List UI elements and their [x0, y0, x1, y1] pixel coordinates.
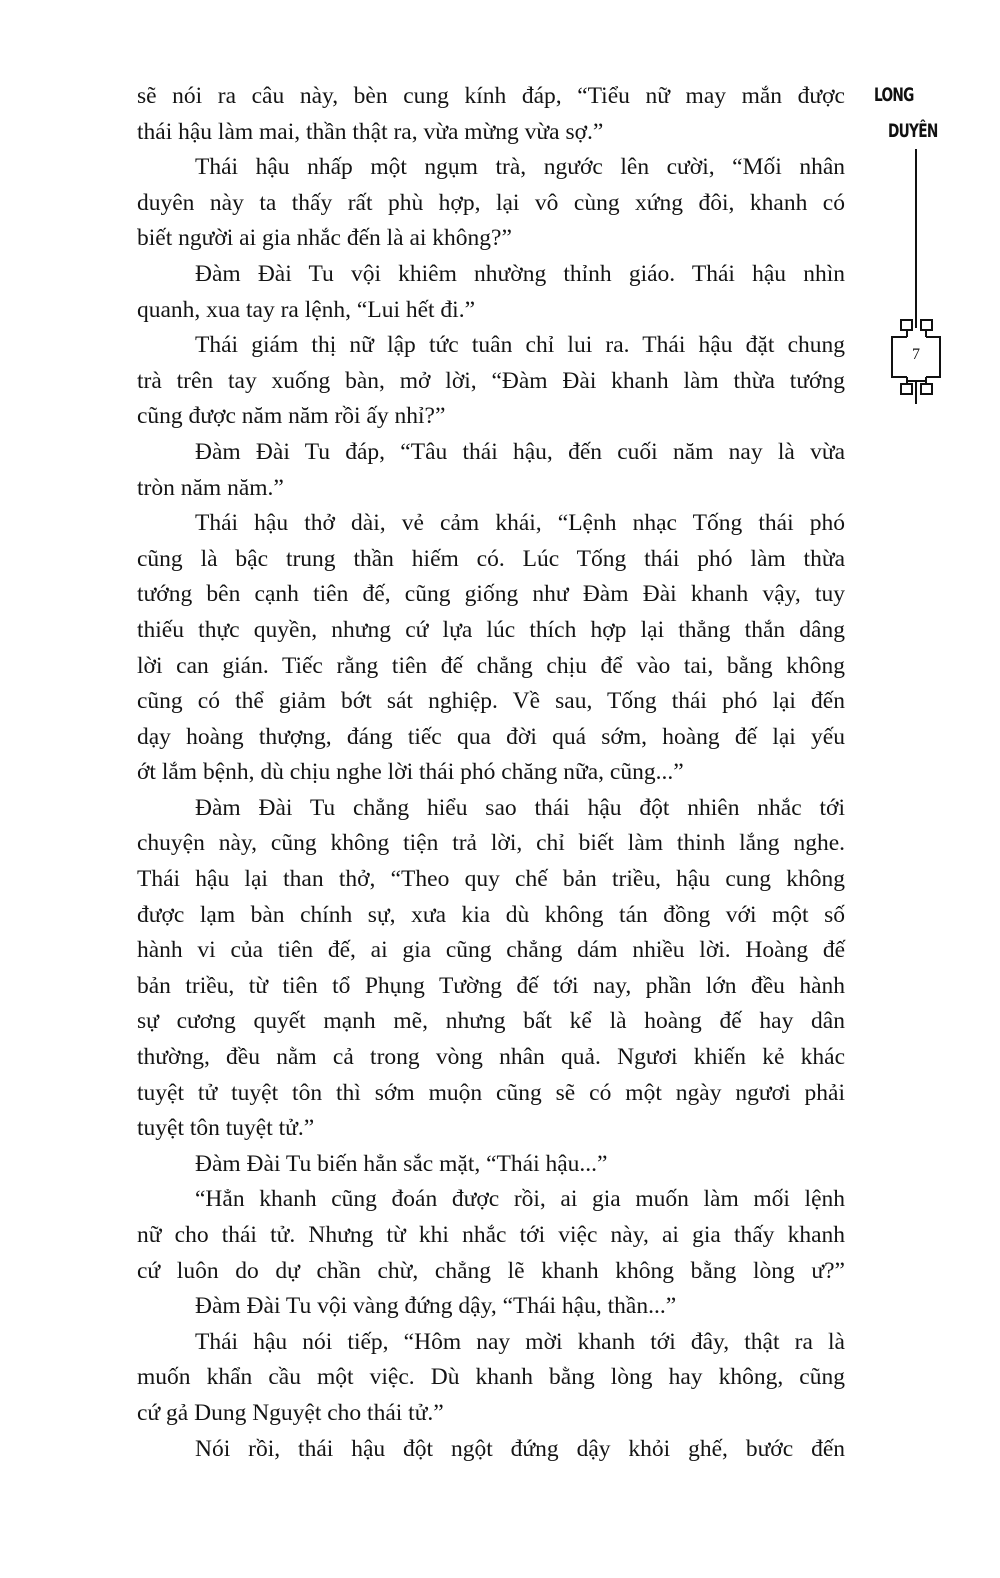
text-line: Đàm Đài Tu đáp, “Tâu thái hậu, đến cuối năm nay là vừa	[195, 438, 845, 465]
text-line: Đàm Đài Tu vội khiêm nhường thỉnh giáo. Thái hậu nhìn	[195, 260, 845, 287]
text-line: hành vi của tiên đế, ai gia cũng chẳng dám nhiều lời. Hoàng đế	[137, 937, 845, 964]
text-line: lời can gián. Tiếc rằng tiên đế chẳng chịu để vào tai, bằng không	[137, 652, 845, 679]
body-text	[137, 79, 845, 1467]
text-line: tuyệt tôn tuyệt tử.”	[137, 1115, 315, 1142]
text-line: “Hẳn khanh cũng đoán được rồi, ai gia muốn làm mối lệnh	[195, 1186, 845, 1213]
text-line: biết người ai gia nhắc đến là ai không?”	[137, 225, 512, 252]
running-header-line1: LONG	[874, 84, 914, 106]
text-line: quanh, xua tay ra lệnh, “Lui hết đi.”	[137, 296, 476, 323]
text-line: duyên này ta thấy rất phù hợp, lại vô cùng xứng đôi, khanh có	[137, 189, 845, 216]
text-line: Thái hậu nhấp một ngụm trà, ngước lên cười, “Mối nhân	[195, 154, 845, 181]
text-line: tròn năm năm.”	[137, 474, 284, 501]
text-line: cũng có thể giảm bớt sát nghiệp. Về sau, Tống thái phó lại đến	[137, 688, 845, 715]
text-line: Nói rồi, thái hậu đột ngột đứng dậy khỏi ghế, bước đến	[195, 1435, 845, 1462]
text-line: cũng được năm năm rồi ấy nhỉ?”	[137, 403, 446, 430]
text-line: dạy hoàng thượng, đáng tiếc qua đời quá sớm, hoàng đế lại yếu	[137, 723, 845, 750]
running-header-line2: DUYÊN	[888, 120, 938, 142]
text-line: thiếu thực quyền, nhưng cứ lựa lúc thích hợp lại thẳng thắn dâng	[137, 616, 845, 643]
text-line: được lạm bàn chính sự, xưa kia dù không tán đồng với một số	[137, 901, 845, 928]
text-line: Thái hậu lại than thở, “Theo quy chế bản triều, hậu cung không	[137, 866, 845, 893]
text-line: chuyện này, cũng không tiện trả lời, chỉ biết làm thinh lắng nghe.	[137, 830, 845, 857]
text-line: cũng là bậc trung thần hiếm có. Lúc Tống thái phó làm thừa	[137, 545, 845, 572]
text-line: Đàm Đài Tu chẳng hiểu sao thái hậu đột nhiên nhắc tới	[195, 794, 845, 821]
text-line: bản triều, từ tiên tổ Phụng Tường đế tới nay, phần lớn đều hành	[137, 972, 845, 999]
running-header-ornament	[860, 70, 970, 420]
text-line: Thái giám thị nữ lập tức tuân chỉ lui ra. Thái hậu đặt chung	[195, 332, 845, 359]
text-line: Đàm Đài Tu biến hẳn sắc mặt, “Thái hậu...”	[195, 1150, 608, 1177]
text-line: trà trên tay xuống bàn, mở lời, “Đàm Đài khanh làm thừa tướng	[137, 367, 845, 394]
text-line: thái hậu làm mai, thần thật ra, vừa mừng vừa sợ.”	[137, 118, 604, 145]
text-line: cứ gả Dung Nguyệt cho thái tử.”	[137, 1399, 444, 1426]
text-line: muốn khẩn cầu một việc. Dù khanh bằng lòng hay không, cũng	[137, 1364, 845, 1391]
text-line: Thái hậu thở dài, vẻ cảm khái, “Lệnh nhạc Tống thái phó	[195, 510, 845, 537]
text-line: sẽ nói ra câu này, bèn cung kính đáp, “Tiểu nữ may mắn được	[137, 83, 845, 109]
text-line: tướng bên cạnh tiên đế, cũng giống như Đàm Đài khanh vậy, tuy	[137, 581, 845, 608]
text-line: thường, đều nằm cả trong vòng nhân quả. Ngươi khiến kẻ khác	[137, 1044, 845, 1071]
page-number: 7	[912, 346, 920, 363]
text-line: nữ cho thái tử. Nhưng từ khi nhắc tới việc này, ai gia thấy khanh	[137, 1222, 845, 1248]
text-line: tuyệt tử tuyệt tôn thì sớm muộn cũng sẽ có một ngày ngươi phải	[137, 1079, 845, 1106]
text-line: Đàm Đài Tu vội vàng đứng dậy, “Thái hậu, thần...”	[195, 1293, 677, 1320]
text-line: Thái hậu nói tiếp, “Hôm nay mời khanh tới đây, thật ra là	[195, 1328, 845, 1355]
text-line: cứ luôn do dự chần chừ, chẳng lẽ khanh không bằng lòng ư?”	[137, 1257, 845, 1284]
page-number-frame-icon	[860, 70, 970, 420]
text-line: ớt lắm bệnh, dù chịu nghe lời thái phó chăng nữa, cũng...”	[137, 759, 684, 786]
text-line: sự cương quyết mạnh mẽ, nhưng bất kể là hoàng đế hay dân	[137, 1008, 845, 1035]
